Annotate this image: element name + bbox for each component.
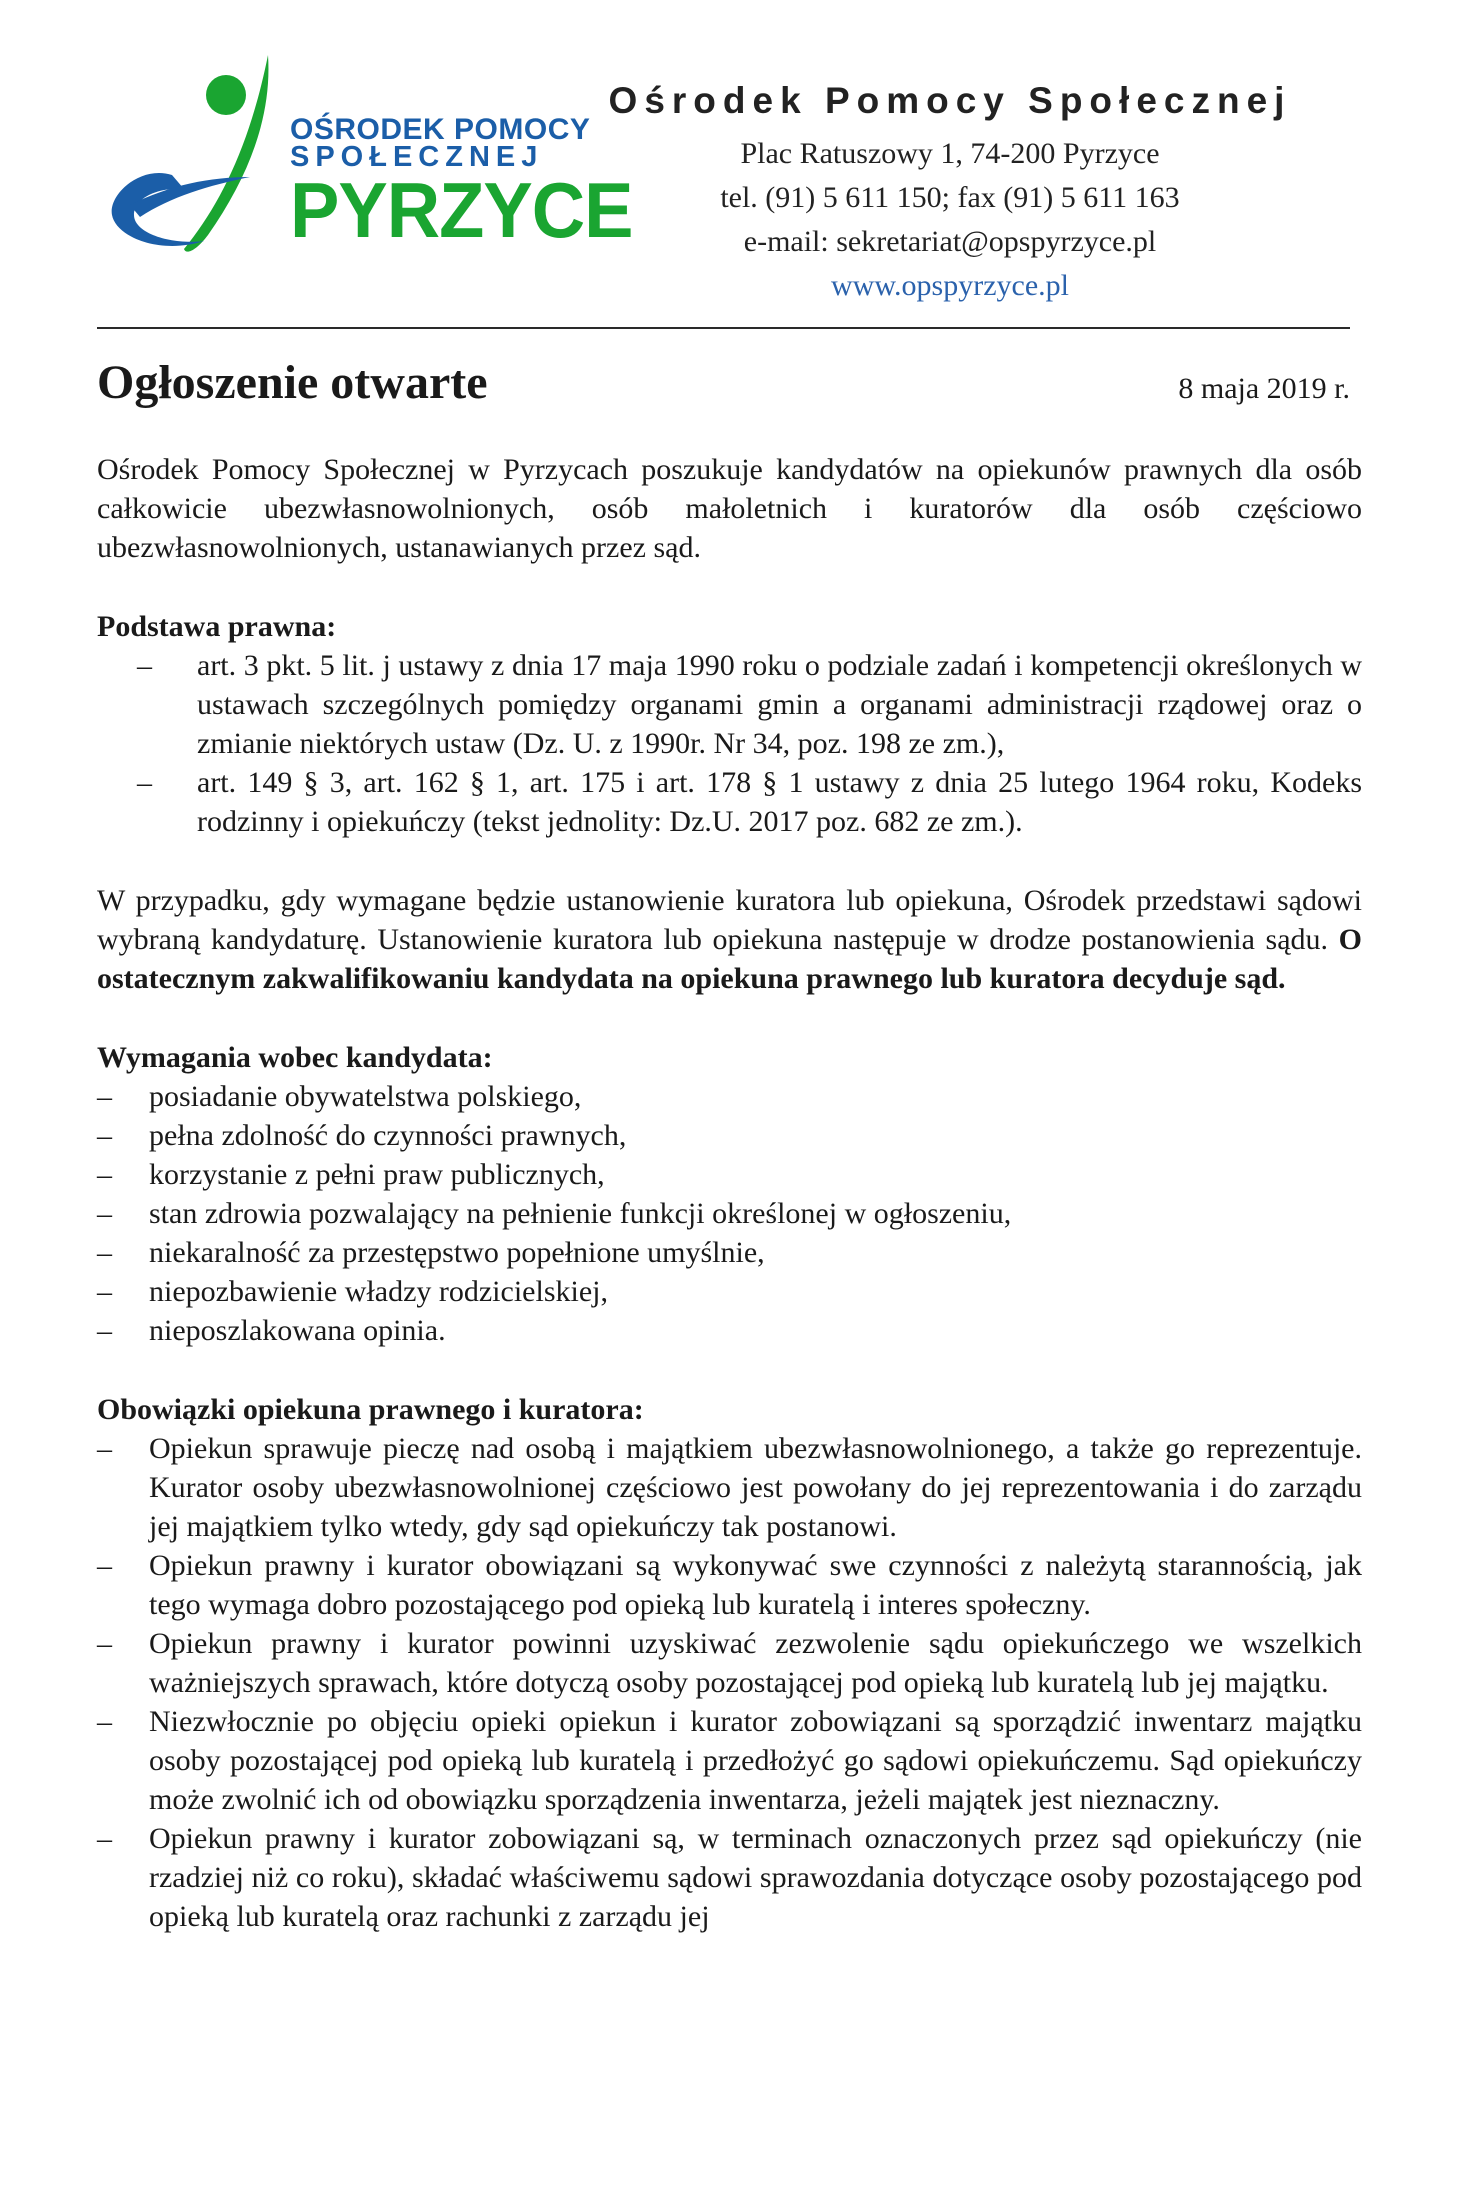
org-website-link[interactable]: www.opspyrzyce.pl: [831, 269, 1069, 302]
requirements-list: [97, 1077, 1362, 1350]
logo-line-3: PYRZYCE: [290, 166, 633, 254]
intro-paragraph: Ośrodek Pomocy Społecznej w Pyrzycach poszukuje kandydatów na opiekunów prawnych dla osób całkowicie ubezwłasnowolnionych, osób małoletnich i kuratorów dla osób częściowo ubezwłasnowolnionych, ustanawianych przez sąd.: [97, 453, 1362, 564]
document-body: [97, 450, 1362, 1936]
duties-heading: Obowiązki opiekuna prawnego i kuratora:: [97, 1393, 644, 1426]
list-item: – art. 149 § 3, art. 162 § 1, art. 175 i art. 178 § 1 ustawy z dnia 25 lutego 1964 roku, Kodeks rodzinny i opiekuńczy (tekst jednolity: Dz.U. 2017 poz. 682 ze zm.).: [137, 766, 1362, 838]
list-item: – Opiekun sprawuje pieczę nad osobą i majątkiem ubezwłasnowolnionego, a także go reprezentuje. Kurator osoby ubezwłasnowolnionej częściowo jest powołany do jej reprezentowania i do zarządu jej majątkiem tylko wtedy, gdy sąd opiekuńczy tak postanowi.: [97, 1432, 1362, 1543]
header-divider: [97, 327, 1350, 329]
org-address: Plac Ratuszowy 1, 74-200 Pyrzyce: [740, 137, 1160, 170]
org-name: Ośrodek Pomocy Społecznej: [608, 80, 1292, 121]
logo: [100, 55, 633, 265]
list-item: – Niezwłocznie po objęciu opieki opiekun i kurator zobowiązani są sporządzić inwentarz majątku osoby pozostającej pod opieką lub kuratelą i przedłożyć go sądowi opiekuńczemu. Sąd opiekuńczy może zwolnić ich od obowiązku sporządzenia inwentarza, jeżeli majątek jest nieznaczny.: [97, 1705, 1362, 1816]
list-item: – nieposzlakowana opinia.: [97, 1314, 446, 1347]
list-item: – Opiekun prawny i kurator powinni uzyskiwać zezwolenie sądu opiekuńczego we wszelkich ważniejszych sprawach, które dotyczą osoby pozostającej pod opieką lub kuratelą lub jej majątku.: [97, 1627, 1362, 1699]
logo-figure-icon: [100, 55, 300, 265]
procedure-paragraph: [97, 881, 1362, 998]
list-item: – pełna zdolność do czynności prawnych,: [97, 1119, 627, 1152]
list-item: – niekaralność za przestępstwo popełnione umyślnie,: [97, 1236, 765, 1269]
list-item: – Opiekun prawny i kurator obowiązani są wykonywać swe czynności z należytą starannością, jak tego wymaga dobro pozostającego pod opieką lub kuratelą i interes społeczny.: [97, 1549, 1362, 1621]
list-item: – posiadanie obywatelstwa polskiego,: [97, 1080, 582, 1113]
legal-basis-heading: Podstawa prawna:: [97, 610, 337, 643]
logo-line-2: SPOŁECZNEJ: [290, 141, 544, 173]
list-item: – niepozbawienie władzy rodzicielskiej,: [97, 1275, 608, 1308]
list-item: – art. 3 pkt. 5 lit. j ustawy z dnia 17 maja 1990 roku o podziale zadań i kompetencji określonych w ustawach szczególnych pomiędzy organami gmin a organami administracji rządowej oraz o zmianie niektórych ustaw (Dz. U. z 1990r. Nr 34, poz. 198 ze zm.),: [137, 649, 1362, 760]
legal-basis-list: [97, 646, 1362, 841]
duties-list: [97, 1429, 1362, 1936]
org-email: e-mail: sekretariat@opspyrzyce.pl: [743, 225, 1157, 258]
document-title: Ogłoszenie otwarte: [97, 356, 488, 409]
letterhead: [560, 80, 1340, 308]
requirements-heading: Wymagania wobec kandydata:: [97, 1041, 493, 1074]
document-date: 8 maja 2019 r.: [1178, 372, 1350, 405]
list-item: – Opiekun prawny i kurator zobowiązani są, w terminach oznaczonych przez sąd opiekuńczy (nie rzadziej niż co roku), składać właściwemu sądowi sprawozdania dotyczące osoby pozostającego pod opieką lub kuratelą oraz rachunki z zarządu jej: [97, 1822, 1362, 1933]
org-phone: tel. (91) 5 611 150; fax (91) 5 611 163: [720, 181, 1180, 214]
list-item: – stan zdrowia pozwalający na pełnienie funkcji określonej w ogłoszeniu,: [97, 1197, 1012, 1230]
procedure-text: W przypadku, gdy wymagane będzie ustanowienie kuratora lub opiekuna, Ośrodek przedstawi sądowi wybraną kandydaturę. Ustanowienie kuratora lub opiekuna następuje w drodze postanowienia sądu.: [97, 884, 1362, 956]
logo-line-1: OŚRODEK POMOCY: [290, 113, 591, 146]
procedure-bold-text: O ostatecznym zakwalifikowaniu kandydata na opiekuna prawnego lub kuratora decyduje sąd.: [97, 923, 1362, 995]
list-item: – korzystanie z pełni praw publicznych,: [97, 1158, 605, 1191]
